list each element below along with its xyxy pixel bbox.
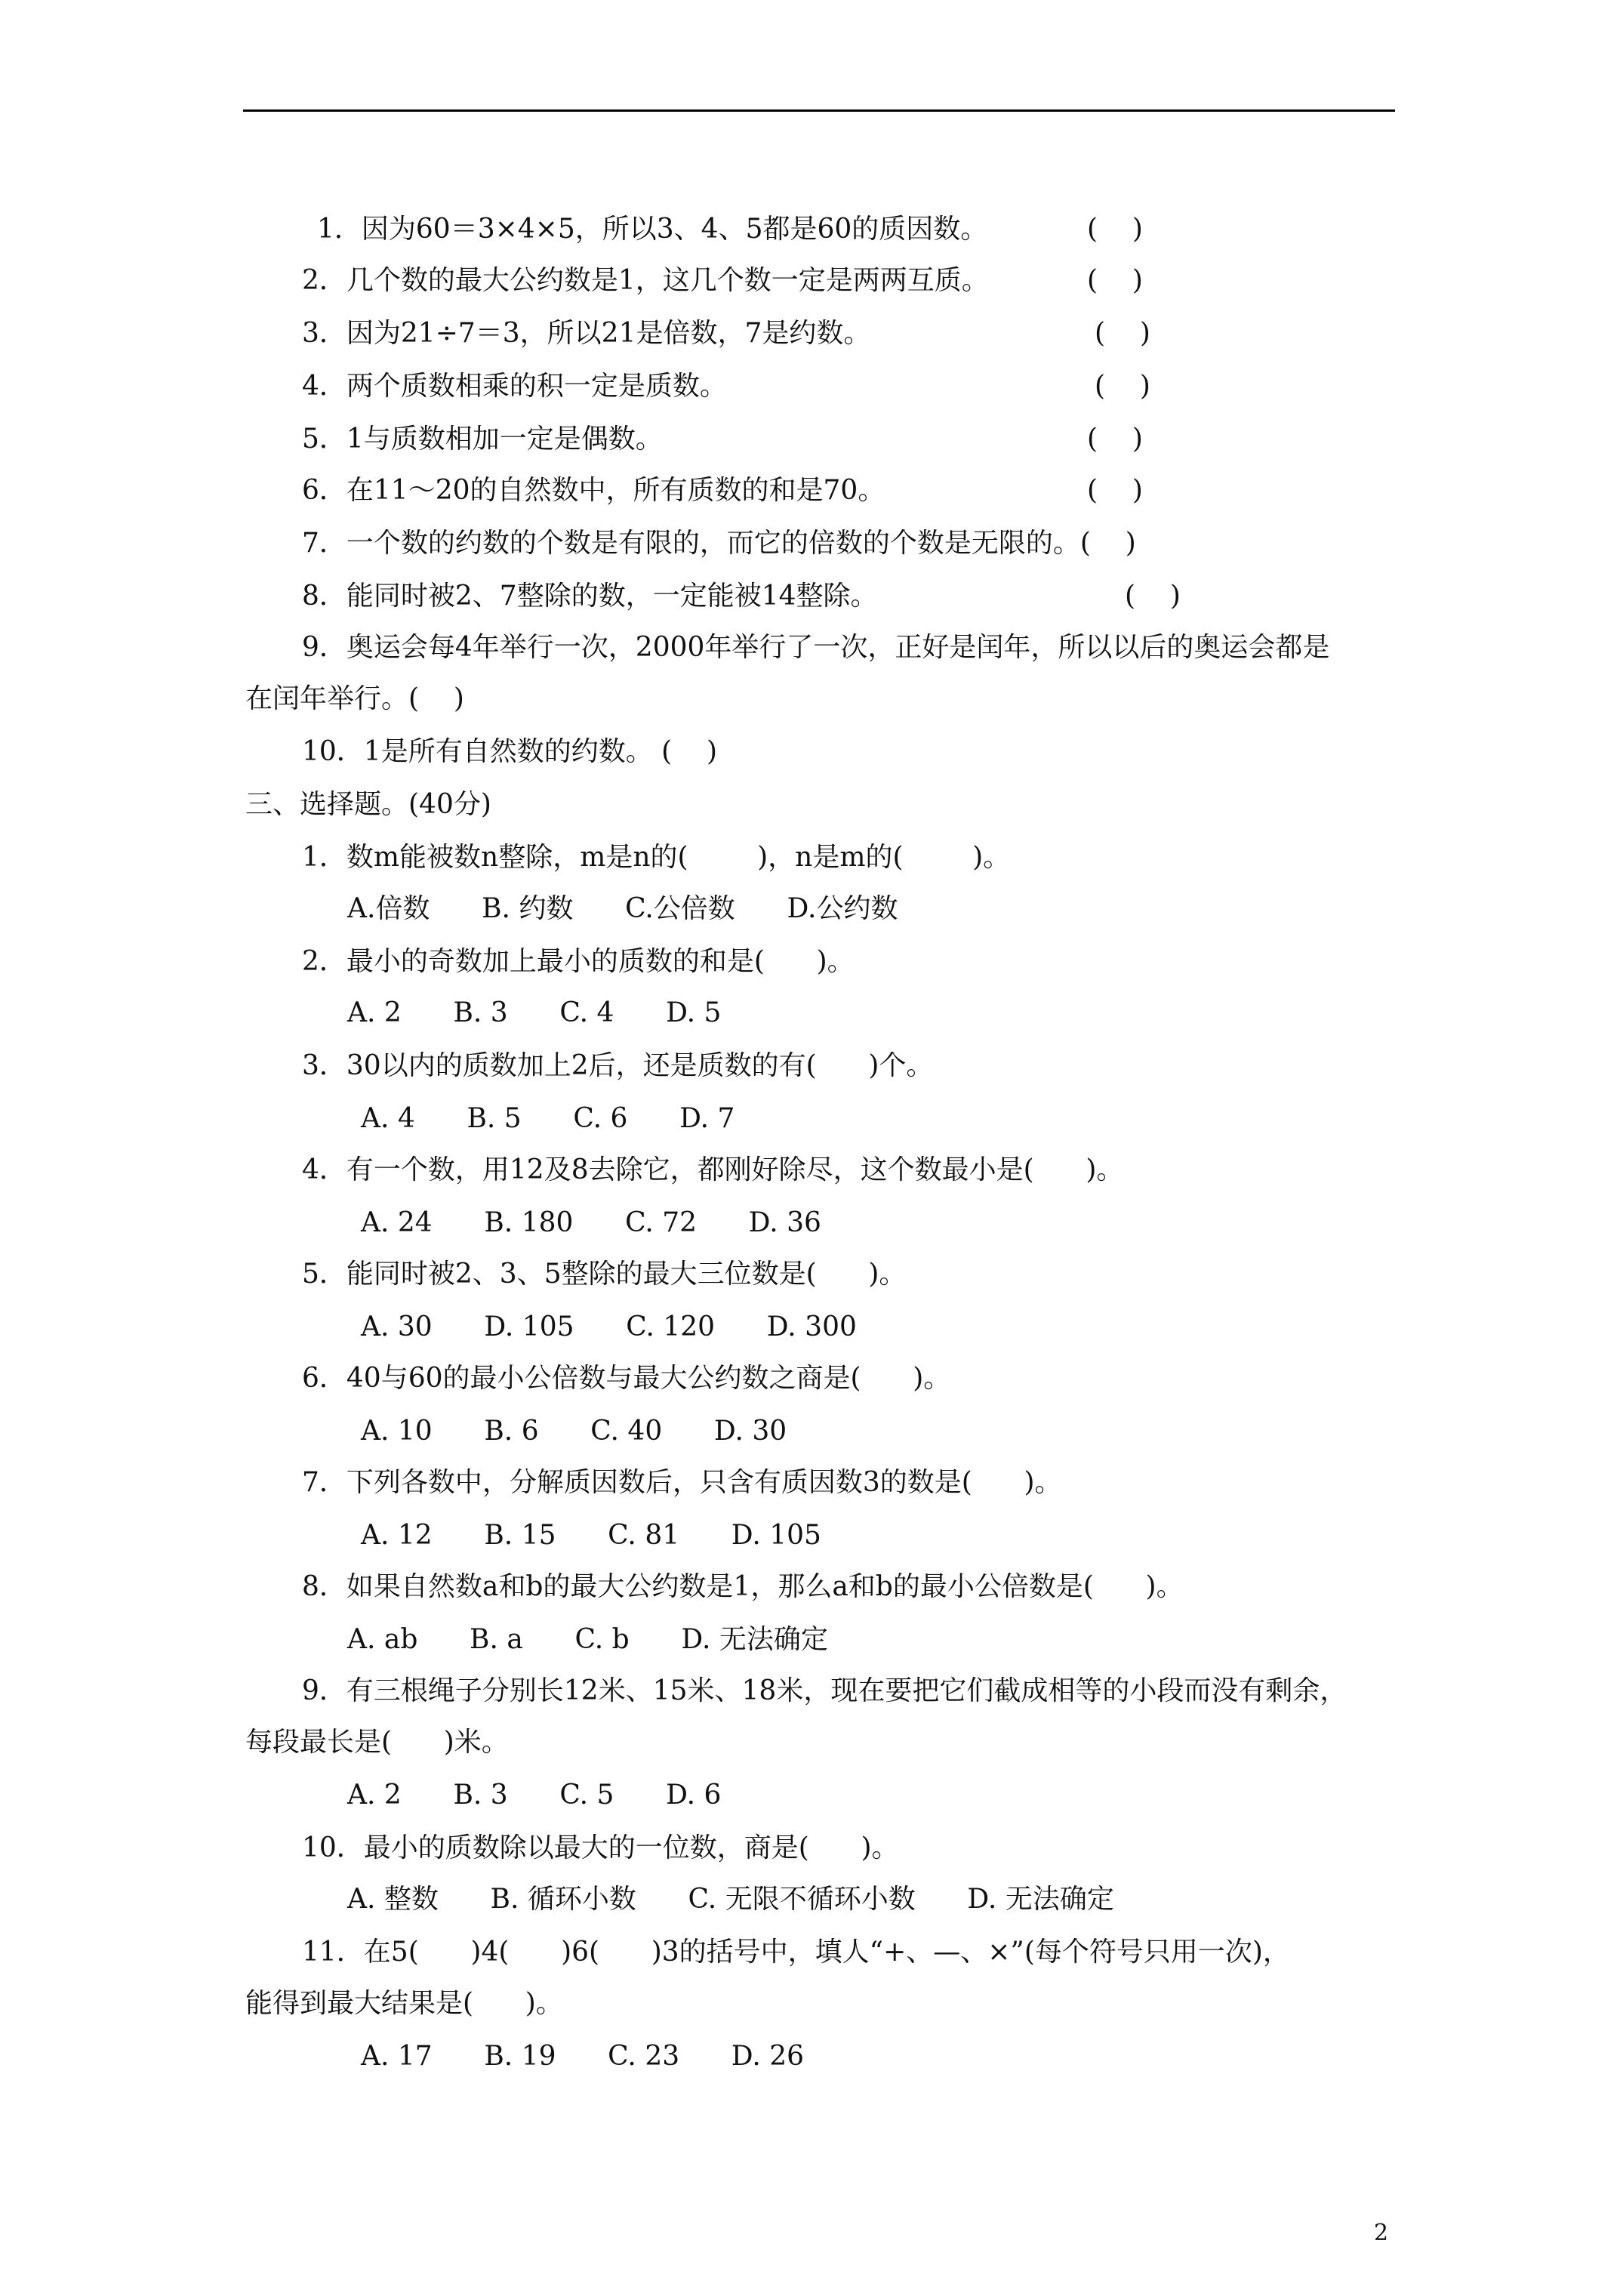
judge-paren-8: ( ) xyxy=(1125,581,1181,612)
choice-heading: 三、选择题。(40分) xyxy=(245,789,491,820)
choice-q3-options: A. 4 B. 5 C. 6 D. 7 xyxy=(361,1103,735,1134)
choice-q9-cont: 每段最长是( )米。 xyxy=(245,1727,509,1758)
choice-q4: 4．有一个数，用12及8去除它，都刚好除尽，这个数最小是( )。 xyxy=(302,1154,1124,1185)
judge-paren-6: ( ) xyxy=(1087,475,1143,506)
judge-item-9-cont: 在闰年举行。( ) xyxy=(245,683,464,714)
choice-q8: 8．如果自然数a和b的最大公约数是1，那么a和b的最小公倍数是( )。 xyxy=(302,1571,1184,1602)
judge-item-7: 7．一个数的约数的个数是有限的，而它的倍数的个数是无限的。( ) xyxy=(302,528,1136,559)
choice-q4-options: A. 24 B. 180 C. 72 D. 36 xyxy=(361,1207,821,1238)
choice-q7: 7．下列各数中，分解质因数后，只含有质因数3的数是( )。 xyxy=(302,1467,1062,1498)
judge-item-5: 5．1与质数相加一定是偶数。 xyxy=(302,424,663,455)
header-rule xyxy=(243,109,1395,112)
choice-q6: 6．40与60的最小公倍数与最大公约数之商是( )。 xyxy=(302,1363,951,1394)
judge-paren-1: ( ) xyxy=(1087,214,1143,245)
judge-paren-2: ( ) xyxy=(1087,265,1143,296)
choice-q2: 2．最小的奇数加上最小的质数的和是( )。 xyxy=(302,946,855,977)
choice-q9: 9．有三根绳子分别长12米、15米、18米，现在要把它们截成相等的小段而没有剩余， xyxy=(302,1675,1347,1706)
judge-item-9: 9．奥运会每4年举行一次，2000年举行了一次，正好是闰年，所以以后的奥运会都是 xyxy=(302,632,1330,663)
choice-q2-options: A. 2 B. 3 C. 4 D. 5 xyxy=(347,997,722,1028)
judge-item-8: 8．能同时被2、7整除的数，一定能被14整除。 xyxy=(302,581,878,612)
choice-q9-options: A. 2 B. 3 C. 5 D. 6 xyxy=(347,1780,722,1811)
choice-q10: 10．最小的质数除以最大的一位数，商是( )。 xyxy=(302,1832,899,1863)
page-number: 2 xyxy=(1374,2220,1389,2246)
choice-q1: 1．数m能被数n整除，m是n的( )，n是m的( )。 xyxy=(302,842,1011,873)
choice-q5-options: A. 30 D. 105 C. 120 D. 300 xyxy=(361,1311,857,1342)
judge-paren-4: ( ) xyxy=(1095,371,1150,402)
choice-q6-options: A. 10 B. 6 C. 40 D. 30 xyxy=(361,1416,787,1447)
choice-q3: 3．30以内的质数加上2后，还是质数的有( )个。 xyxy=(302,1050,934,1081)
judge-item-3: 3．因为21÷7＝3，所以21是倍数，7是约数。 xyxy=(302,318,871,349)
judge-paren-5: ( ) xyxy=(1087,424,1143,455)
choice-q11-options: A. 17 B. 19 C. 23 D. 26 xyxy=(361,2041,805,2072)
judge-item-10: 10．1是所有自然数的约数。 ( ) xyxy=(302,736,718,767)
choice-q10-options: A. 整数 B. 循环小数 C. 无限不循环小数 D. 无法确定 xyxy=(347,1884,1114,1915)
choice-q5: 5．能同时被2、3、5整除的最大三位数是( )。 xyxy=(302,1259,907,1290)
judge-paren-3: ( ) xyxy=(1095,318,1150,349)
judge-item-6: 6．在11～20的自然数中，所有质数的和是70。 xyxy=(302,475,885,506)
judge-item-1: 1．因为60＝3×4×5，所以3、4、5都是60的质因数。 xyxy=(317,214,988,245)
judge-item-4: 4．两个质数相乘的积一定是质数。 xyxy=(302,371,727,402)
choice-q11-cont: 能得到最大结果是( )。 xyxy=(245,1988,563,2019)
choice-q8-options: A. ab B. a C. b D. 无法确定 xyxy=(347,1624,828,1655)
choice-q11: 11．在5( )4( )6( )3的括号中，填人“+、—、×”(每个符号只用一次)， xyxy=(302,1937,1290,1968)
choice-q7-options: A. 12 B. 15 C. 81 D. 105 xyxy=(361,1520,821,1551)
judge-item-2: 2．几个数的最大公约数是1，这几个数一定是两两互质。 xyxy=(302,265,989,296)
choice-q1-options: A.倍数 B. 约数 C.公倍数 D.公约数 xyxy=(347,893,898,924)
